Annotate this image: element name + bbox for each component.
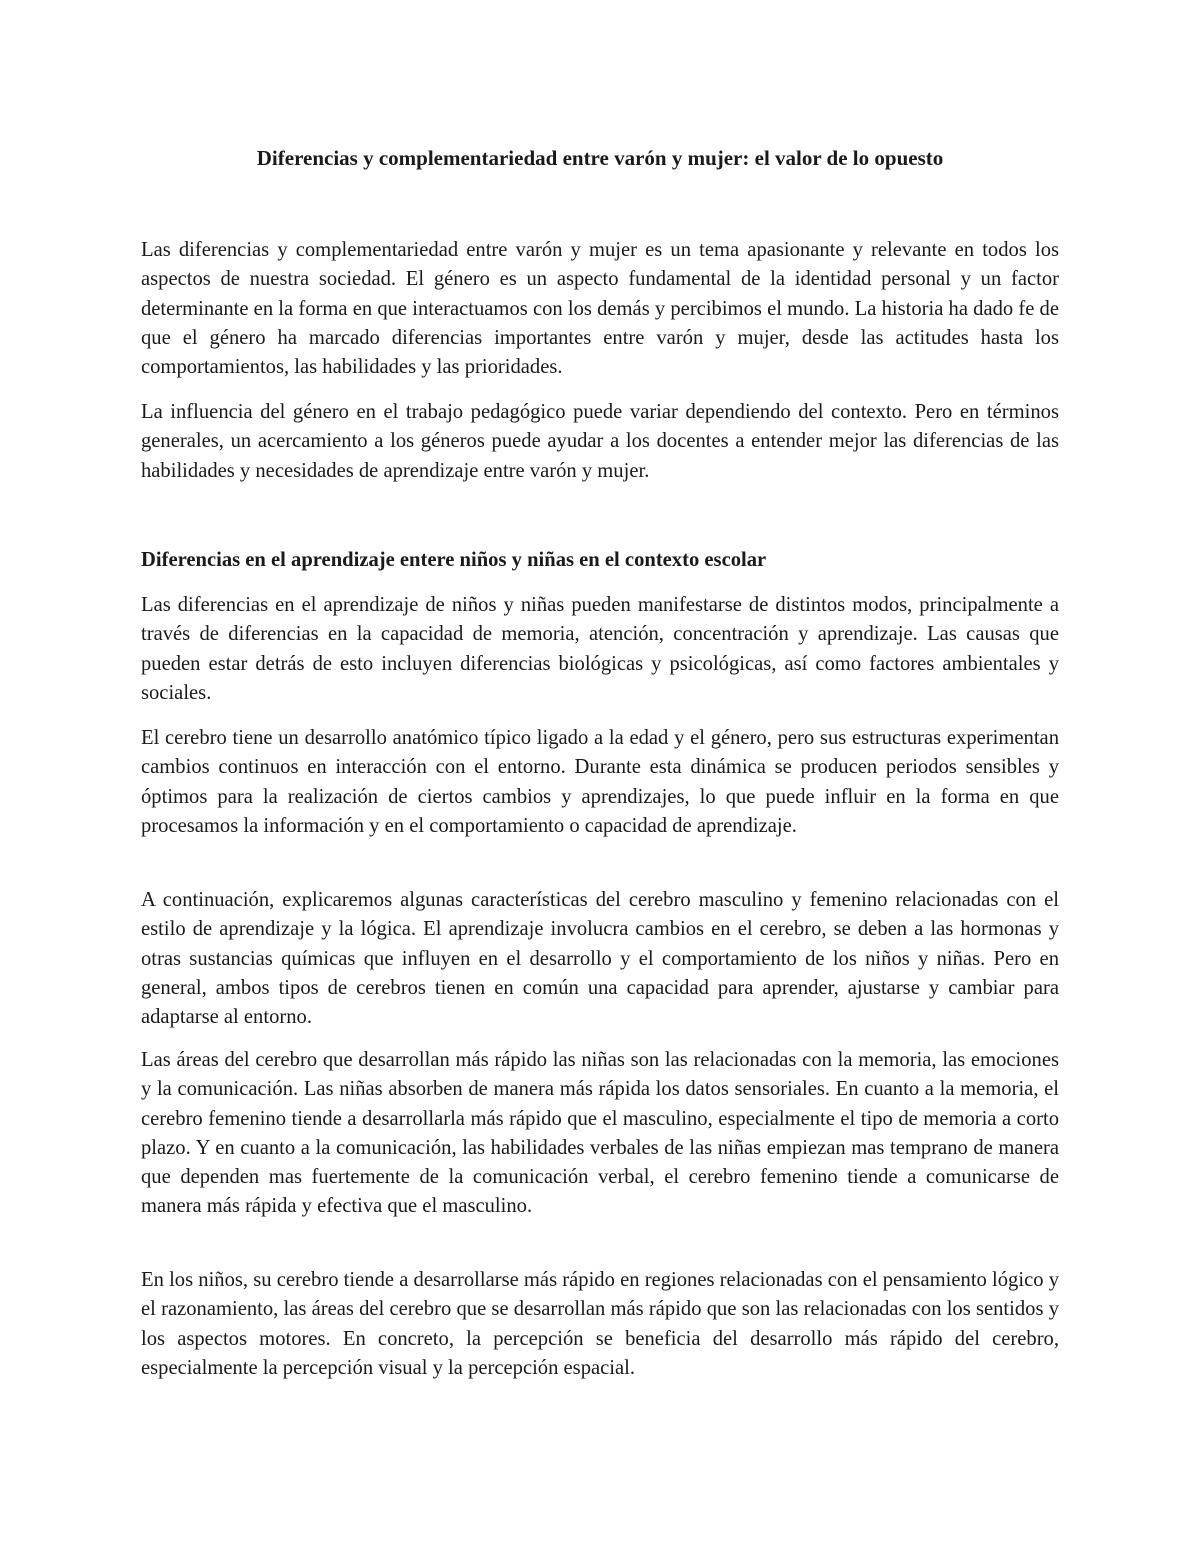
intro-paragraph-2: La influencia del género en el trabajo pedagógico puede variar dependiendo del contexto. Pero en términos generales, un acercamiento a los géneros puede ayudar a los docentes a entender mejor las diferencias de las habilidades y necesidades de aprendizaje entre varón y mujer.	[141, 401, 1059, 482]
document-title: Diferencias y complementariedad entre varón y mujer: el valor de lo opuesto	[256, 146, 944, 170]
section-paragraph-3: A continuación, explicaremos algunas características del cerebro masculino y femenino relacionadas con el estilo de aprendizaje y la lógica. El aprendizaje involucra cambios en el cerebro, se deben a las hormonas y otras sustancias químicas que influyen en el desarrollo y el comportamiento de los niños y niñas. Pero en general, ambos tipos de cerebros tienen en común una capacidad para aprender, ajustarse y cambiar para adaptarse al entorno.	[141, 889, 1059, 1029]
section-paragraph-4: Las áreas del cerebro que desarrollan más rápido las niñas son las relacionadas con la memoria, las emociones y la comunicación. Las niñas absorben de manera más rápida los datos sensoriales. En cuanto a la memoria, el cerebro femenino tiende a desarrollarla más rápido que el masculino, especialmente el tipo de memoria a corto plazo. Y en cuanto a la comunicación, las habilidades verbales de las niñas empiezan mas temprano de manera que dependen mas fuertemente de la comunicación verbal, el cerebro femenino tiende a comunicarse de manera más rápida y efectiva que el masculino.	[141, 1049, 1059, 1218]
section-paragraph-5: En los niños, su cerebro tiende a desarrollarse más rápido en regiones relacionadas con el pensamiento lógico y el razonamiento, las áreas del cerebro que se desarrollan más rápido que son las relacionadas con los sentidos y los aspectos motores. En concreto, la percepción se beneficia del desarrollo más rápido del cerebro, especialmente la percepción visual y la percepción espacial.	[141, 1269, 1059, 1379]
intro-paragraph-1: Las diferencias y complementariedad entre varón y mujer es un tema apasionante y relevante en todos los aspectos de nuestra sociedad. El género es un aspecto fundamental de la identidad personal y un factor determinante en la forma en que interactuamos con los demás y percibimos el mundo. La historia ha dado fe de que el género ha marcado diferencias importantes entre varón y mujer, desde las actitudes hasta los comportamientos, las habilidades y las prioridades.	[141, 239, 1059, 379]
section-heading: Diferencias en el aprendizaje entere niños y niñas en el contexto escolar	[141, 549, 767, 571]
section-paragraph-2: El cerebro tiene un desarrollo anatómico típico ligado a la edad y el género, pero sus estructuras experimentan cambios continuos en interacción con el entorno. Durante esta dinámica se producen periodos sensibles y óptimos para la realización de ciertos cambios y aprendizajes, lo que puede influir en la forma en que procesamos la información y en el comportamiento o capacidad de aprendizaje.	[141, 727, 1059, 837]
section-paragraph-1: Las diferencias en el aprendizaje de niños y niñas pueden manifestarse de distintos modos, principalmente a través de diferencias en la capacidad de memoria, atención, concentración y aprendizaje. Las causas que pueden estar detrás de esto incluyen diferencias biológicas y psicológicas, así como factores ambientales y sociales.	[141, 594, 1059, 704]
